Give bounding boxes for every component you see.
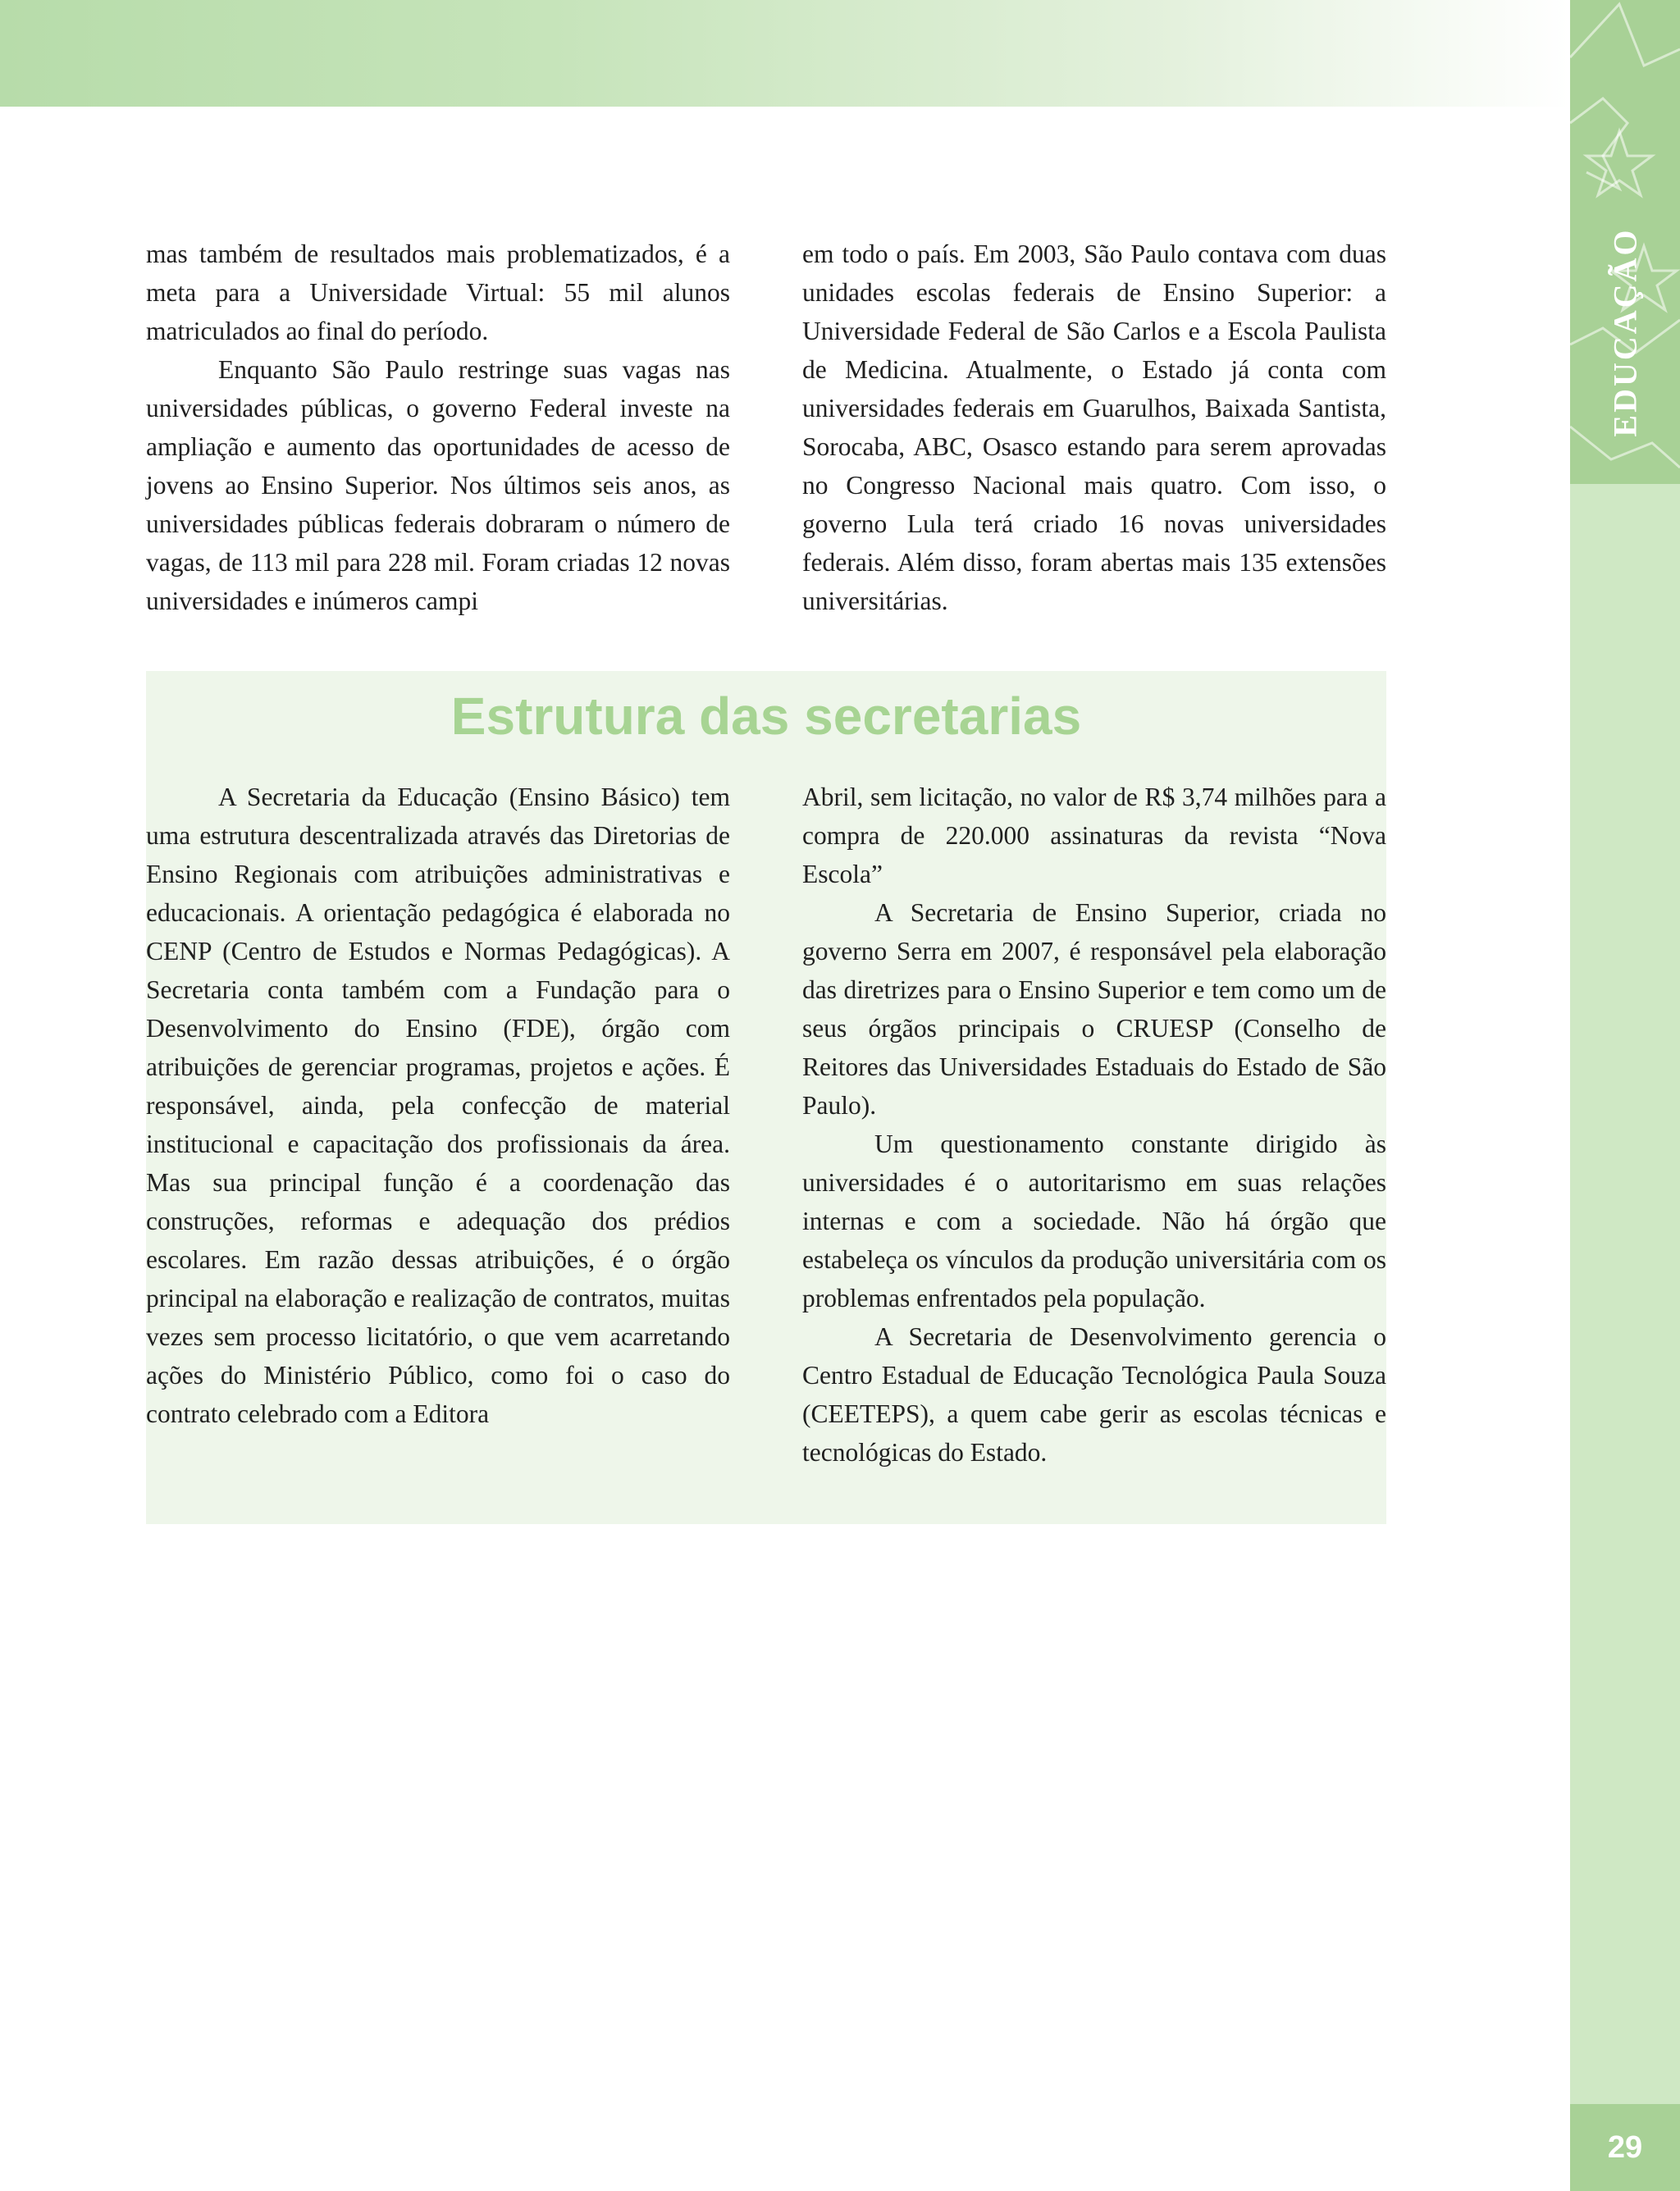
box-column-left [146, 778, 730, 1433]
paragraph: Enquanto São Paulo restringe suas vagas nas universidades públicas, o governo Federal investe na ampliação e aumento das oportunidades de acesso de jovens ao Ensino Superior. Nos últimos seis anos, as universidades públicas federais dobraram o número de vagas, de 113 mil para 228 mil. Foram criadas 12 novas universidades e inúmeros campi [146, 355, 730, 615]
section-tab [1570, 0, 1680, 484]
header-band [0, 0, 1570, 107]
paragraph: A Secretaria de Ensino Superior, criada no governo Serra em 2007, é responsável pela elaboração das diretrizes para o Ensino Superior e tem como um de seus órgãos principais o CRUESP (Conselho de Reitores das Universidades Estaduais do Estado de São Paulo). [802, 898, 1386, 1120]
paragraph: Um questionamento constante dirigido às universidades é o autoritarismo em suas relações internas e com a sociedade. Não há órgão que estabeleça os vínculos da produção universitária com os problemas enfrentados pela população. [802, 1130, 1386, 1312]
page-number-box [1570, 2104, 1680, 2191]
sidebar-box [146, 671, 1386, 1524]
paragraph: mas também de resultados mais problematizados, é a meta para a Universidade Virtual: 55 mil alunos matriculados ao final do período. [146, 240, 730, 345]
box-title: Estrutura das secretarias [450, 687, 1082, 746]
paragraph: em todo o país. Em 2003, São Paulo contava com duas unidades escolas federais de Ensino Superior: a Universidade Federal de São Carlos e a Escola Paulista de Medicina. Atualmente, o Estado já conta com universidades federais em Guarulhos, Baixada Santista, Sorocaba, ABC, Osasco estando para serem aprovadas no Congresso Nacional mais quatro. Com isso, o governo Lula terá criado 16 novas universidades federais. Além disso, foram abertas mais 135 extensões universitárias. [802, 240, 1386, 615]
section-sidebar [1570, 0, 1680, 2191]
page-number: 29 [1607, 2130, 1643, 2165]
paragraph: Abril, sem licitação, no valor de R$ 3,74 milhões para a compra de 220.000 assinaturas da revista “Nova Escola” [802, 783, 1386, 888]
box-column-right [802, 778, 1386, 1472]
article-column-right [802, 235, 1386, 620]
paragraph: A Secretaria da Educação (Ensino Básico) tem uma estrutura descentralizada através das Diretorias de Ensino Regionais com atribuições administrativas e educacionais. A orientação pedagógica é elaborada no CENP (Centro de Estudos e Normas Pedagógicas). A Secretaria conta também com a Fundação para o Desenvolvimento do Ensino (FDE), órgão com atribuições de gerenciar programas, projetos e ações. É responsável, ainda, pela confecção de material institucional e capacitação dos profissionais da área. Mas sua principal função é a coordenação das construções, reformas e adequação dos prédios escolares. Em razão dessas atribuições, é o órgão principal na elaboração e realização de contratos, muitas vezes sem processo licitatório, o que vem acarretando ações do Ministério Público, como foi o caso do contrato celebrado com a Editora [146, 783, 730, 1428]
paragraph: A Secretaria de Desenvolvimento gerencia o Centro Estadual de Educação Tecnológica Paula Souza (CEETEPS), a quem cabe gerir as escolas técnicas e tecnológicas do Estado. [802, 1322, 1386, 1467]
article-column-left [146, 235, 730, 620]
section-label: EDUCAÇÃO [1606, 227, 1644, 437]
